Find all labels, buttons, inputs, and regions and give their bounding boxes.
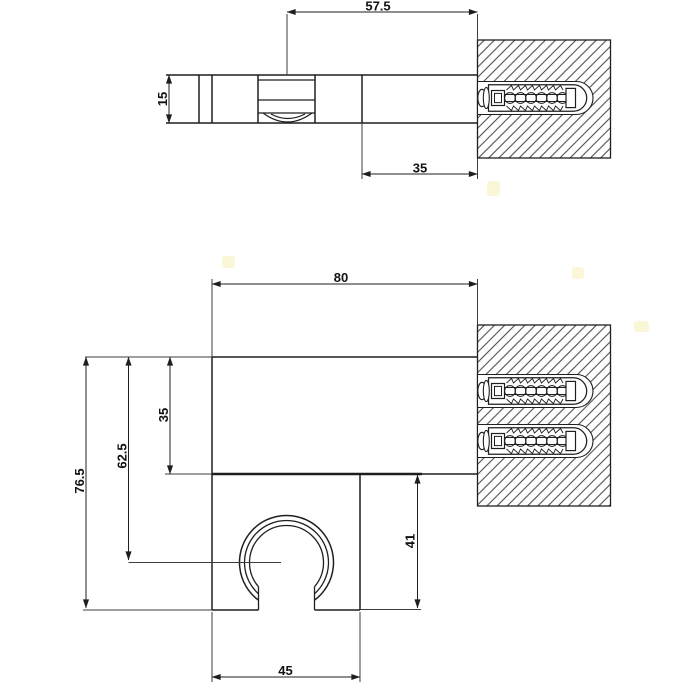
wall-anchor-icon (478, 375, 594, 408)
dim-label: 80 (333, 270, 349, 285)
dim-41 (360, 475, 421, 610)
dim-35-front (156, 357, 212, 474)
dim-label: 41 (402, 533, 418, 549)
dim-label: 57.5 (365, 0, 391, 14)
dim-label: 35 (412, 160, 428, 176)
top-view-holder-detail (258, 80, 315, 122)
dim-15 (155, 75, 170, 123)
dim-label: 45 (278, 663, 293, 678)
wall-anchor-icon (478, 82, 594, 115)
dim-57-5 (287, 0, 478, 75)
wall-anchor-icon (478, 425, 594, 458)
front-view-body-outline (212, 357, 478, 610)
front-view (72, 270, 611, 682)
dim-35-top (362, 123, 478, 179)
top-view-body-outline (166, 75, 478, 123)
dim-62-5 (115, 357, 282, 563)
wall-section-front-view (478, 325, 611, 506)
dim-80 (212, 270, 478, 357)
dim-label: 76.5 (72, 468, 87, 494)
dim-label: 15 (155, 91, 170, 107)
top-view (155, 0, 611, 179)
dim-76-5 (72, 357, 212, 610)
dim-label: 62.5 (114, 443, 130, 469)
dim-label: 35 (156, 407, 171, 423)
paper-artifacts (222, 181, 649, 332)
dim-45 (212, 612, 360, 682)
